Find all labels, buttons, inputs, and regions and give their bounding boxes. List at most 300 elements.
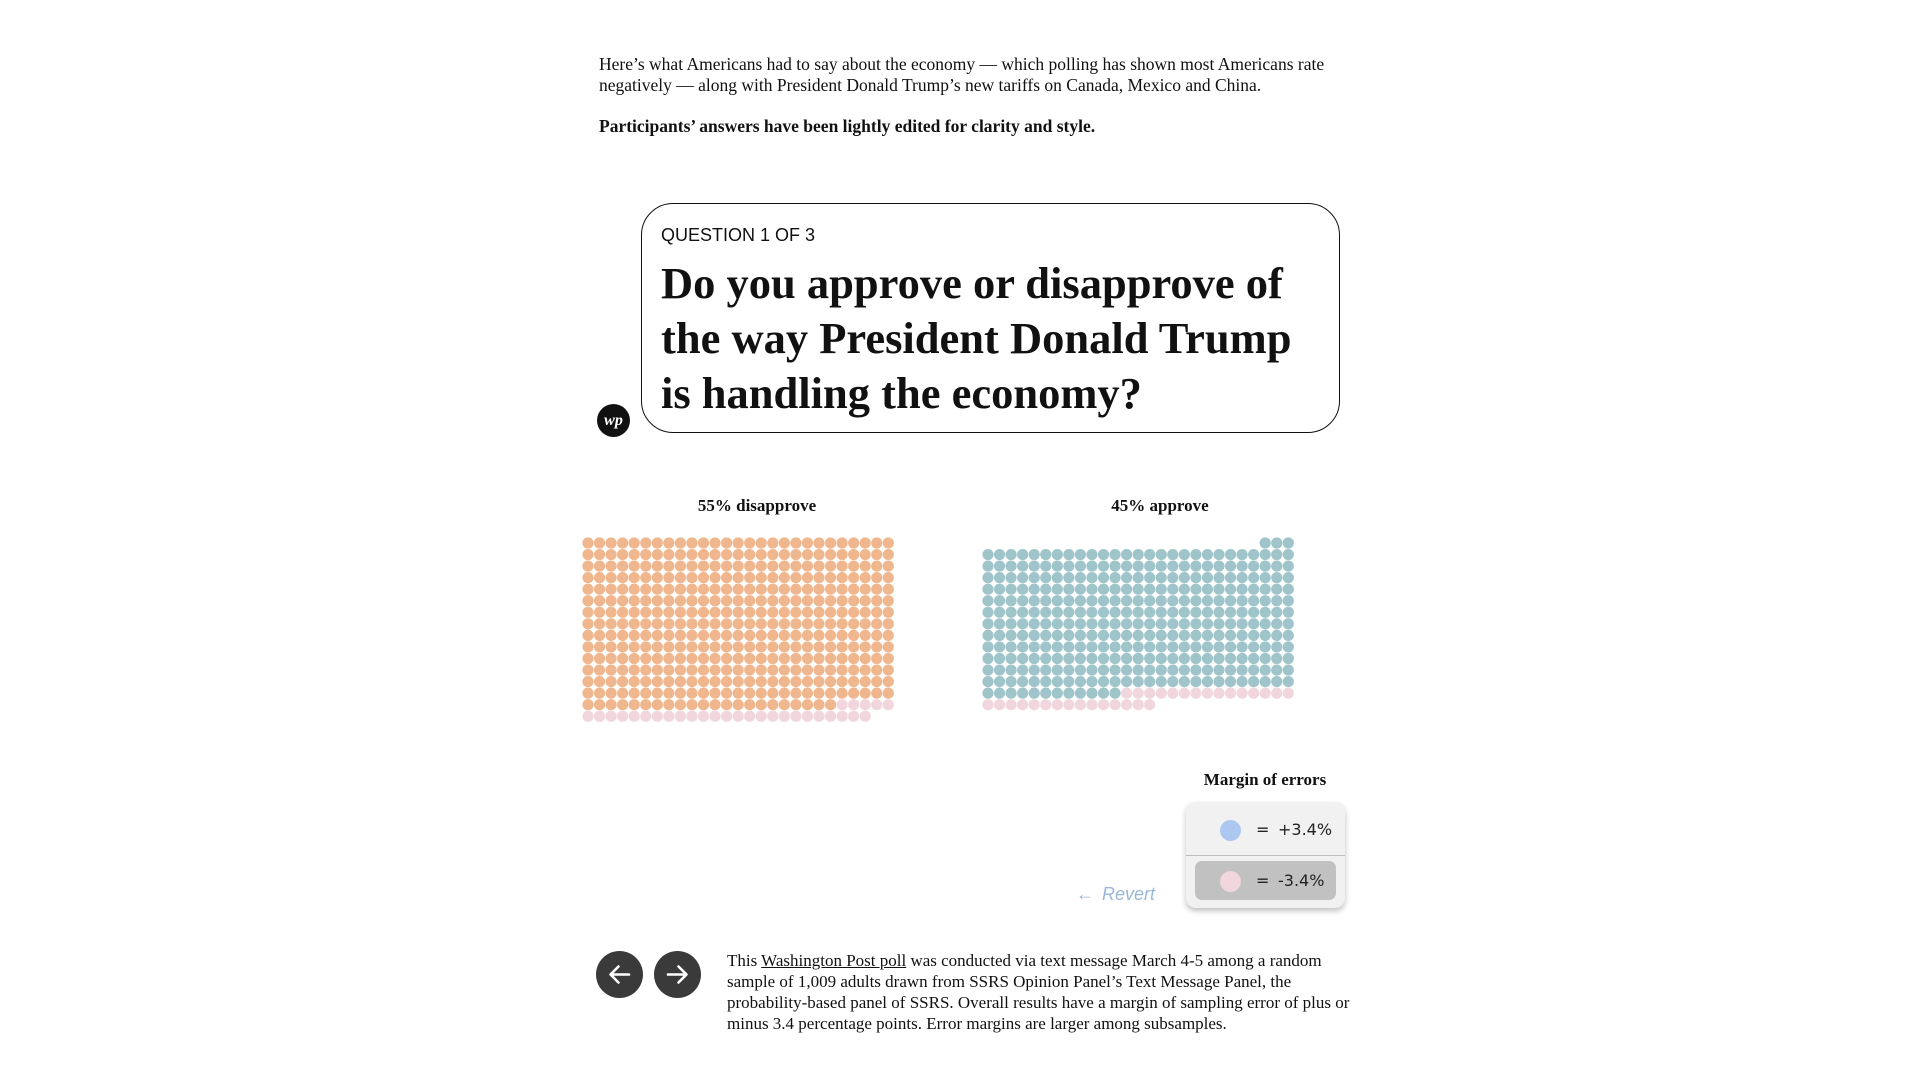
approve-dot <box>1283 676 1294 687</box>
disapprove-dot <box>698 630 709 641</box>
disapprove-dot <box>837 607 848 618</box>
approve-dot <box>1029 630 1040 641</box>
approve-dot <box>1202 595 1213 606</box>
disapprove-dot <box>871 653 882 664</box>
disapprove-dot <box>721 653 732 664</box>
disapprove-dot <box>594 584 605 595</box>
approve-dot <box>1144 664 1155 675</box>
disapprove-dot <box>790 641 801 652</box>
approve-dot <box>1190 549 1201 560</box>
approve-dot <box>1179 607 1190 618</box>
disapprove-dot <box>652 561 663 572</box>
disapprove-dot <box>871 537 882 548</box>
disapprove-dot <box>594 572 605 583</box>
margin-dot <box>733 711 744 722</box>
margin-dot <box>1029 699 1040 710</box>
disapprove-dot <box>663 688 674 699</box>
approve-dot <box>1040 641 1051 652</box>
approve-dot <box>1052 664 1063 675</box>
disapprove-dot <box>606 630 617 641</box>
disapprove-dot <box>698 561 709 572</box>
disapprove-dot <box>871 584 882 595</box>
approve-dot <box>1202 607 1213 618</box>
disapprove-dot <box>629 537 640 548</box>
disapprove-dot <box>582 584 593 595</box>
disapprove-dot <box>652 699 663 710</box>
approve-dot <box>1133 561 1144 572</box>
approve-dot <box>1213 664 1224 675</box>
approve-dot <box>1167 676 1178 687</box>
approve-dot <box>1063 630 1074 641</box>
disapprove-dot <box>767 641 778 652</box>
approve-dot <box>1156 653 1167 664</box>
disapprove-dot <box>733 641 744 652</box>
disapprove-dot <box>617 641 628 652</box>
disapprove-dot <box>744 676 755 687</box>
approve-dot <box>1006 561 1017 572</box>
disapprove-dot <box>860 537 871 548</box>
approve-dot <box>982 688 993 699</box>
disapprove-dot <box>744 653 755 664</box>
approve-dot <box>982 607 993 618</box>
approve-dot <box>994 688 1005 699</box>
margin-dot <box>721 711 732 722</box>
disapprove-dot <box>744 584 755 595</box>
approve-dot <box>994 561 1005 572</box>
approve-dot <box>1144 572 1155 583</box>
disapprove-dot <box>871 607 882 618</box>
approve-dot <box>1225 618 1236 629</box>
approve-dot <box>1029 653 1040 664</box>
approve-dot <box>1017 572 1028 583</box>
approve-dot <box>1190 676 1201 687</box>
plus-equals: = <box>1256 820 1270 839</box>
disapprove-dot <box>825 537 836 548</box>
disapprove-dot <box>802 676 813 687</box>
margin-dot <box>790 711 801 722</box>
disapprove-dot <box>802 653 813 664</box>
disapprove-dot <box>629 572 640 583</box>
approve-dot <box>1156 630 1167 641</box>
disapprove-dot <box>594 630 605 641</box>
approve-dot <box>1098 688 1109 699</box>
approve-dot <box>1225 595 1236 606</box>
plus-swatch <box>1220 820 1241 841</box>
approve-dot <box>1202 676 1213 687</box>
disapprove-dot <box>883 676 894 687</box>
disapprove-dot <box>744 607 755 618</box>
disapprove-dot <box>721 595 732 606</box>
margin-dot <box>825 711 836 722</box>
disapprove-dot <box>883 607 894 618</box>
margin-dot <box>1248 688 1259 699</box>
disapprove-dot <box>779 653 790 664</box>
disapprove-dot <box>860 630 871 641</box>
approve-dot <box>1237 584 1248 595</box>
disapprove-dot <box>709 664 720 675</box>
disapprove-dot <box>837 584 848 595</box>
approve-dot <box>1237 595 1248 606</box>
approve-dot <box>1167 664 1178 675</box>
disapprove-dot <box>883 595 894 606</box>
margin-dot <box>848 711 859 722</box>
disapprove-dot <box>767 595 778 606</box>
approve-dot <box>1248 607 1259 618</box>
intro-editing-note: Participants’ answers have been lightly edited for clarity and style. <box>599 116 1096 136</box>
disapprove-dot <box>594 664 605 675</box>
disapprove-dot <box>813 607 824 618</box>
approve-dot <box>1109 572 1120 583</box>
disapprove-dot <box>675 572 686 583</box>
disapprove-dot <box>594 607 605 618</box>
approve-dot <box>1190 630 1201 641</box>
approve-dot <box>1144 549 1155 560</box>
disapprove-dot <box>629 607 640 618</box>
disapprove-dot <box>756 688 767 699</box>
approve-dot <box>1237 664 1248 675</box>
disapprove-dot <box>675 664 686 675</box>
disapprove-dot <box>652 607 663 618</box>
disapprove-dot <box>779 618 790 629</box>
approve-dot <box>1144 584 1155 595</box>
approve-dot <box>1121 664 1132 675</box>
disapprove-dot <box>733 584 744 595</box>
approve-dot <box>994 618 1005 629</box>
approve-dot <box>1260 561 1271 572</box>
approve-dot <box>1133 572 1144 583</box>
disapprove-dot <box>675 549 686 560</box>
disapprove-dot <box>837 618 848 629</box>
disapprove-dot <box>837 561 848 572</box>
disapprove-dot <box>848 584 859 595</box>
approve-dot <box>1156 584 1167 595</box>
disapprove-dot <box>767 584 778 595</box>
approve-dot <box>1271 653 1282 664</box>
approve-dot <box>1156 561 1167 572</box>
disapprove-dot <box>652 549 663 560</box>
disapprove-dot <box>652 688 663 699</box>
approve-dot <box>1063 561 1074 572</box>
disapprove-dot <box>744 537 755 548</box>
disapprove-dot <box>848 630 859 641</box>
approve-dot <box>1052 607 1063 618</box>
approve-dot <box>1075 561 1086 572</box>
approve-dot <box>1271 630 1282 641</box>
disapprove-dot <box>767 607 778 618</box>
disapprove-dot <box>698 699 709 710</box>
approve-dot <box>1213 607 1224 618</box>
margin-dot <box>1271 688 1282 699</box>
approve-dot <box>1109 664 1120 675</box>
approve-dot <box>1133 618 1144 629</box>
disapprove-dot <box>813 618 824 629</box>
disapprove-dot <box>582 664 593 675</box>
disapprove-dot <box>790 630 801 641</box>
disapprove-dot <box>686 630 697 641</box>
disapprove-dot <box>640 664 651 675</box>
approve-dot <box>1260 607 1271 618</box>
approve-dot <box>1271 572 1282 583</box>
approve-dot <box>1271 618 1282 629</box>
disapprove-dot <box>871 572 882 583</box>
disapprove-dot <box>698 584 709 595</box>
margin-minus-toggle[interactable] <box>1195 861 1336 900</box>
disapprove-dot <box>606 618 617 629</box>
disapprove-dot <box>848 653 859 664</box>
approve-dot <box>1098 630 1109 641</box>
disapprove-dot <box>848 676 859 687</box>
disapprove-dot <box>709 572 720 583</box>
disapprove-dot <box>802 595 813 606</box>
disapprove-dot <box>640 561 651 572</box>
approve-dot <box>1052 630 1063 641</box>
disapprove-dot <box>744 688 755 699</box>
approve-dot <box>1156 595 1167 606</box>
disapprove-dot <box>709 595 720 606</box>
margin-of-errors-title: Margin of errors <box>1203 770 1327 789</box>
approve-dot <box>982 584 993 595</box>
approve-dot <box>1283 653 1294 664</box>
disapprove-dot <box>721 584 732 595</box>
disapprove-dot <box>825 676 836 687</box>
disapprove-dot <box>663 572 674 583</box>
disapprove-dot <box>617 607 628 618</box>
margin-dot <box>640 711 651 722</box>
approve-dot <box>1202 664 1213 675</box>
disapprove-dot <box>779 561 790 572</box>
approve-dot <box>1098 572 1109 583</box>
question-text: Do you approve or disapprove of the way President Donald Trump is handling the economy? <box>661 258 1292 418</box>
disapprove-dot <box>629 584 640 595</box>
disapprove-dot <box>606 561 617 572</box>
approve-dot <box>1098 607 1109 618</box>
disapprove-dot <box>606 664 617 675</box>
legend-divider <box>1186 855 1345 856</box>
approve-dot <box>1271 537 1282 548</box>
disapprove-dot <box>767 561 778 572</box>
approve-dot <box>994 549 1005 560</box>
approve-dot <box>1052 618 1063 629</box>
disapprove-dot <box>721 630 732 641</box>
disapprove-dot <box>883 664 894 675</box>
margin-dot <box>1260 688 1271 699</box>
disapprove-dot <box>629 641 640 652</box>
approve-dot <box>1133 641 1144 652</box>
approve-dot <box>1109 561 1120 572</box>
approve-dot <box>1075 572 1086 583</box>
methodology-body: was conducted via text message March 4-5 among a random sample of 1,009 adults drawn from SSRS Opinion Panel’s Text Message Panel, the probability-based panel of SSRS. Overall results have a margin of sampling error of plus or minus 3.4 percentage points. Error margins are larger among subsamples. <box>727 951 1350 1033</box>
disapprove-dot <box>756 561 767 572</box>
disapprove-dot <box>675 561 686 572</box>
approve-dot <box>1237 653 1248 664</box>
disapprove-dot <box>837 664 848 675</box>
disapprove-dot <box>779 595 790 606</box>
approve-dot <box>1052 595 1063 606</box>
disapprove-dot <box>640 584 651 595</box>
disapprove-dot <box>686 549 697 560</box>
approve-dot <box>982 653 993 664</box>
approve-dot <box>1213 595 1224 606</box>
disapprove-dot <box>582 561 593 572</box>
disapprove-dot <box>617 572 628 583</box>
minus-value: -3.4% <box>1278 871 1325 890</box>
disapprove-dot <box>652 618 663 629</box>
approve-dot <box>1133 607 1144 618</box>
revert-button[interactable] <box>1076 884 1155 905</box>
approve-dot <box>1121 630 1132 641</box>
approve-dot <box>1017 664 1028 675</box>
disapprove-dot <box>582 676 593 687</box>
approve-dot <box>1109 688 1120 699</box>
disapprove-dot <box>663 607 674 618</box>
disapprove-dot <box>802 572 813 583</box>
margin-dot <box>813 711 824 722</box>
approve-dot <box>1121 561 1132 572</box>
margin-dot <box>1225 688 1236 699</box>
approve-dot <box>994 630 1005 641</box>
disapprove-dot <box>860 653 871 664</box>
previous-question-button[interactable] <box>596 951 643 998</box>
approve-dot <box>982 549 993 560</box>
disapprove-dot <box>767 549 778 560</box>
approve-dot <box>982 595 993 606</box>
disapprove-dot <box>790 607 801 618</box>
approve-dot <box>1283 572 1294 583</box>
disapprove-dot <box>698 688 709 699</box>
margin-dot <box>1179 688 1190 699</box>
disapprove-dot <box>721 618 732 629</box>
disapprove-dot <box>721 688 732 699</box>
approve-dot <box>982 676 993 687</box>
disapprove-dot <box>606 549 617 560</box>
disapprove-dot <box>883 641 894 652</box>
disapprove-dot <box>629 699 640 710</box>
approve-dot <box>1063 572 1074 583</box>
arrow-right-icon <box>665 962 690 987</box>
disapprove-dot <box>582 572 593 583</box>
approve-dot <box>1029 618 1040 629</box>
disapprove-dot <box>606 688 617 699</box>
approve-dot <box>1006 572 1017 583</box>
arrow-left-icon: ← <box>1076 884 1094 904</box>
approve-dot <box>1017 595 1028 606</box>
margin-dot <box>982 699 993 710</box>
approve-dot <box>1040 653 1051 664</box>
approve-dot <box>1213 549 1224 560</box>
disapprove-dot <box>733 688 744 699</box>
disapprove-dot <box>640 595 651 606</box>
approve-dot <box>1283 630 1294 641</box>
approve-dot <box>1133 653 1144 664</box>
disapprove-dot <box>582 537 593 548</box>
margin-dot <box>1144 699 1155 710</box>
approve-dot <box>1006 584 1017 595</box>
disapprove-dot <box>686 653 697 664</box>
disapprove-dot <box>802 607 813 618</box>
disapprove-dot <box>652 595 663 606</box>
approve-dot <box>1075 688 1086 699</box>
margin-dot <box>1190 688 1201 699</box>
approve-dot <box>1063 676 1074 687</box>
disapprove-dot <box>675 630 686 641</box>
disapprove-dot <box>848 549 859 560</box>
disapprove-dot <box>606 699 617 710</box>
approve-dot <box>1190 618 1201 629</box>
approve-dot <box>1283 641 1294 652</box>
approve-dot <box>1179 618 1190 629</box>
approve-dot <box>1109 595 1120 606</box>
approve-dot <box>1144 607 1155 618</box>
disapprove-dot <box>698 653 709 664</box>
approve-dot <box>1260 572 1271 583</box>
disapprove-dot <box>756 549 767 560</box>
disapprove-dot <box>617 584 628 595</box>
disapprove-dot <box>686 572 697 583</box>
disapprove-dot <box>802 549 813 560</box>
margin-plus-toggle[interactable] <box>1195 810 1336 849</box>
approve-dot <box>1225 653 1236 664</box>
disapprove-dot <box>617 630 628 641</box>
disapprove-dot <box>675 537 686 548</box>
disapprove-dot <box>860 664 871 675</box>
approve-dot <box>1029 549 1040 560</box>
approve-dot <box>1283 584 1294 595</box>
approve-dot <box>1237 630 1248 641</box>
approve-dot <box>1248 584 1259 595</box>
disapprove-dot <box>733 537 744 548</box>
margin-dot <box>675 711 686 722</box>
disapprove-dot <box>675 688 686 699</box>
approve-dot <box>1144 653 1155 664</box>
approve-dot <box>1167 572 1178 583</box>
approve-dot <box>1237 549 1248 560</box>
approve-dot <box>1086 676 1097 687</box>
disapprove-dot <box>709 699 720 710</box>
approve-dot <box>1121 584 1132 595</box>
disapprove-dot <box>790 549 801 560</box>
margin-dot <box>1144 688 1155 699</box>
disapprove-dot <box>871 595 882 606</box>
margin-dot <box>767 711 778 722</box>
approve-dot <box>1006 607 1017 618</box>
disapprove-dot <box>652 641 663 652</box>
disapprove-dot <box>686 618 697 629</box>
disapprove-dot <box>756 618 767 629</box>
approve-dot <box>1109 653 1120 664</box>
next-question-button[interactable] <box>654 951 701 998</box>
approve-dot <box>982 572 993 583</box>
disapprove-dot <box>698 676 709 687</box>
approve-dot <box>1167 641 1178 652</box>
disapprove-dot <box>883 688 894 699</box>
disapprove-dot <box>709 584 720 595</box>
approve-dot <box>1271 664 1282 675</box>
approve-dot <box>1052 653 1063 664</box>
disapprove-dot <box>802 630 813 641</box>
washington-post-logo-icon: wp <box>597 404 630 437</box>
disapprove-dot <box>790 688 801 699</box>
plus-value: +3.4% <box>1278 820 1333 839</box>
washington-post-poll-link[interactable]: Washington Post poll <box>761 951 907 970</box>
disapprove-dot <box>606 537 617 548</box>
approve-dot <box>1237 641 1248 652</box>
disapprove-dot <box>663 641 674 652</box>
margin-dot <box>594 711 605 722</box>
disapprove-dot <box>686 607 697 618</box>
disapprove-dot <box>767 537 778 548</box>
disapprove-dot <box>756 630 767 641</box>
disapprove-dot <box>617 688 628 699</box>
